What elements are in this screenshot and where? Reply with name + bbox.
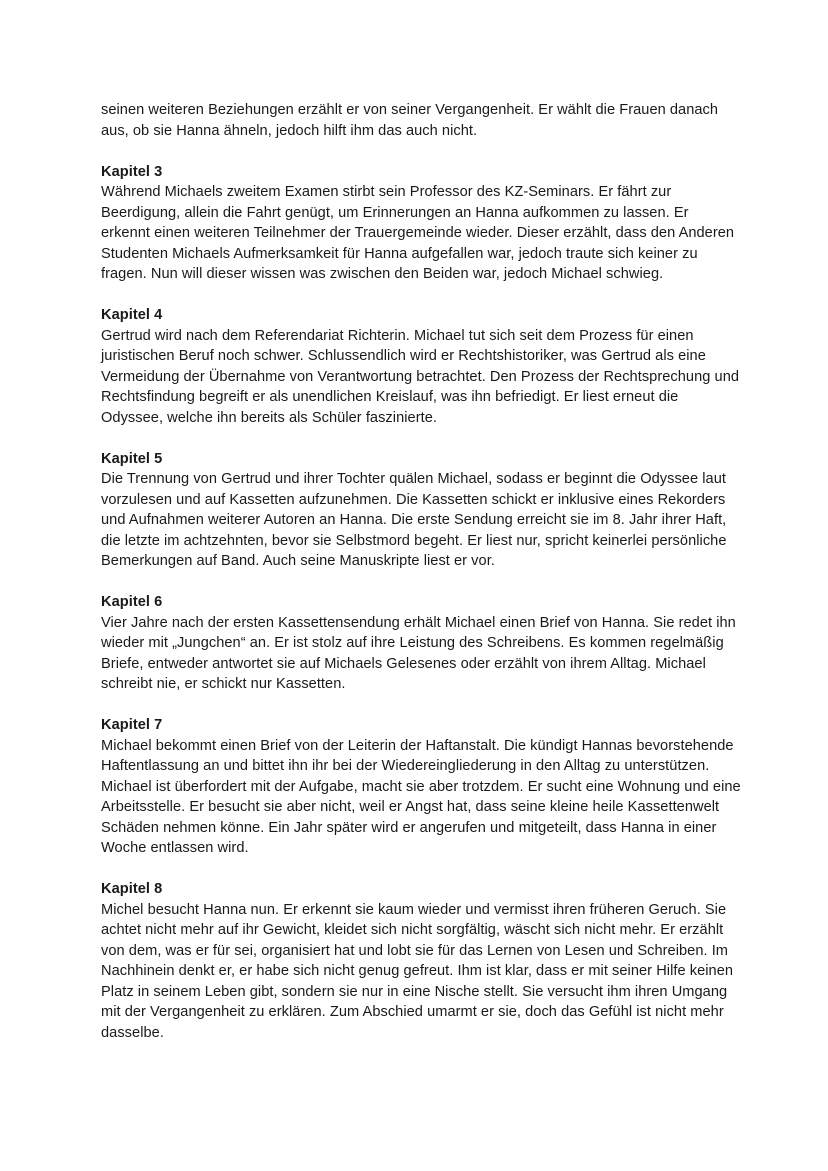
- chapter-5: [101, 449, 741, 572]
- chapter-text: Die Trennung von Gertrud und ihrer Tochter quälen Michael, sodass er beginnt die Odyssee laut vorzulesen und auf Kassetten aufzunehmen. Die Kassetten schickt er inklusive eines Rekorders und Aufnahmen weiterer Autoren an Hanna. Die erste Sendung erreicht sie im 8. Jahr ihrer Haft, die letzte im achtzehnten, bevor sie Selbstmord begeht. Er liest nur, spricht keinerlei persönliche Bemerkungen auf Band. Auch seine Manuskripte liest er vor.: [101, 471, 727, 569]
- chapter-text: Gertrud wird nach dem Referendariat Richterin. Michael tut sich seit dem Prozess für einen juristischen Beruf noch schwer. Schlussendlich wird er Rechtshistoriker, was Gertrud als eine Vermeidung der Übernahme von Verantwortung betrachtet. Den Prozess der Rechtsprechung und Rechtsfindung begreift er als unendlichen Kreislauf, was ihn befriedigt. Er liest erneut die Odyssee, welche ihn bereits als Schüler faszinierte.: [101, 327, 740, 426]
- chapter-title: Kapitel 7: [101, 717, 163, 733]
- chapter-7: [101, 715, 741, 859]
- chapter-title: Kapitel 6: [101, 594, 163, 610]
- chapter-8: [101, 879, 741, 1043]
- chapter-6: [101, 592, 741, 695]
- chapter-4: [101, 305, 741, 428]
- chapter-title: Kapitel 3: [101, 163, 163, 180]
- chapter-title: Kapitel 4: [101, 307, 163, 323]
- chapter-3: [101, 162, 741, 285]
- chapter-title: Kapitel 5: [101, 450, 163, 467]
- chapter-text: Michael bekommt einen Brief von der Leiterin der Haftanstalt. Die kündigt Hannas bevorstehende Haftentlassung an und bittet ihn ihr bei der Wiedereingliederung in den Alltag zu unterstützen. Michael ist überfordert mit der Aufgabe, macht sie aber trotzdem. Er sucht eine Wohnung und eine Arbeitsstelle. Er besucht sie aber nicht, weil er Angst hat, dass seine kleine heile Kassettenwelt Schäden nehmen könne. Ein Jahr später wird er angerufen und mitgeteilt, dass Hanna in einer Woche entlassen wird.: [101, 737, 741, 856]
- document-page: [101, 100, 741, 1064]
- intro-paragraph: seinen weiteren Beziehungen erzählt er von seiner Vergangenheit. Er wählt die Frauen danach aus, ob sie Hanna ähneln, jedoch hilft ihm das auch nicht.: [101, 102, 719, 139]
- chapter-title: Kapitel 8: [101, 881, 163, 897]
- chapter-text: Vier Jahre nach der ersten Kassettensendung erhält Michael einen Brief von Hanna. Sie redet ihn wieder mit „Jungchen“ an. Er ist stolz auf ihre Leistung des Schreibens. Es kommen regelmäßig Briefe, entweder antwortet sie auf Michaels Gelesenes oder erzählt von ihrem Alltag. Michael schreibt nie, er schickt nur Kassetten.: [101, 614, 736, 692]
- chapter-text: Michel besucht Hanna nun. Er erkennt sie kaum wieder und vermisst ihren früheren Geruch. Sie achtet nicht mehr auf ihr Gewicht, kleidet sich nicht sorgfältig, wäscht sich nicht mehr. Er erzählt von dem, was er für sei, organisiert hat und lobt sie für das Lernen von Lesen und Schreiben. Im Nachhinein denkt er, er habe sich nicht genug gefreut. Ihm ist klar, dass er mit seiner Hilfe keinen Platz in seinem Leben gibt, sondern sie nur in eine Nische stellt. Sie versucht ihm ihren Umgang mit der Vergangenheit zu erklären. Zum Abschied umarmt er sie, doch das Gefühl ist nicht mehr dasselbe.: [101, 901, 734, 1041]
- chapter-text: Während Michaels zweitem Examen stirbt sein Professor des KZ-Seminars. Er fährt zur Beerdigung, allein die Fahrt genügt, um Erinnerungen an Hanna aufkommen zu lassen. Er erkennt einen weiteren Teilnehmer der Trauergemeinde wieder. Dieser erzählt, dass den Anderen Studenten Michaels Aufmerksamkeit für Hanna aufgefallen war, jedoch traute sich keiner zu fragen. Nun will dieser wissen was zwischen den Beiden war, jedoch Michael schwieg.: [101, 184, 735, 282]
